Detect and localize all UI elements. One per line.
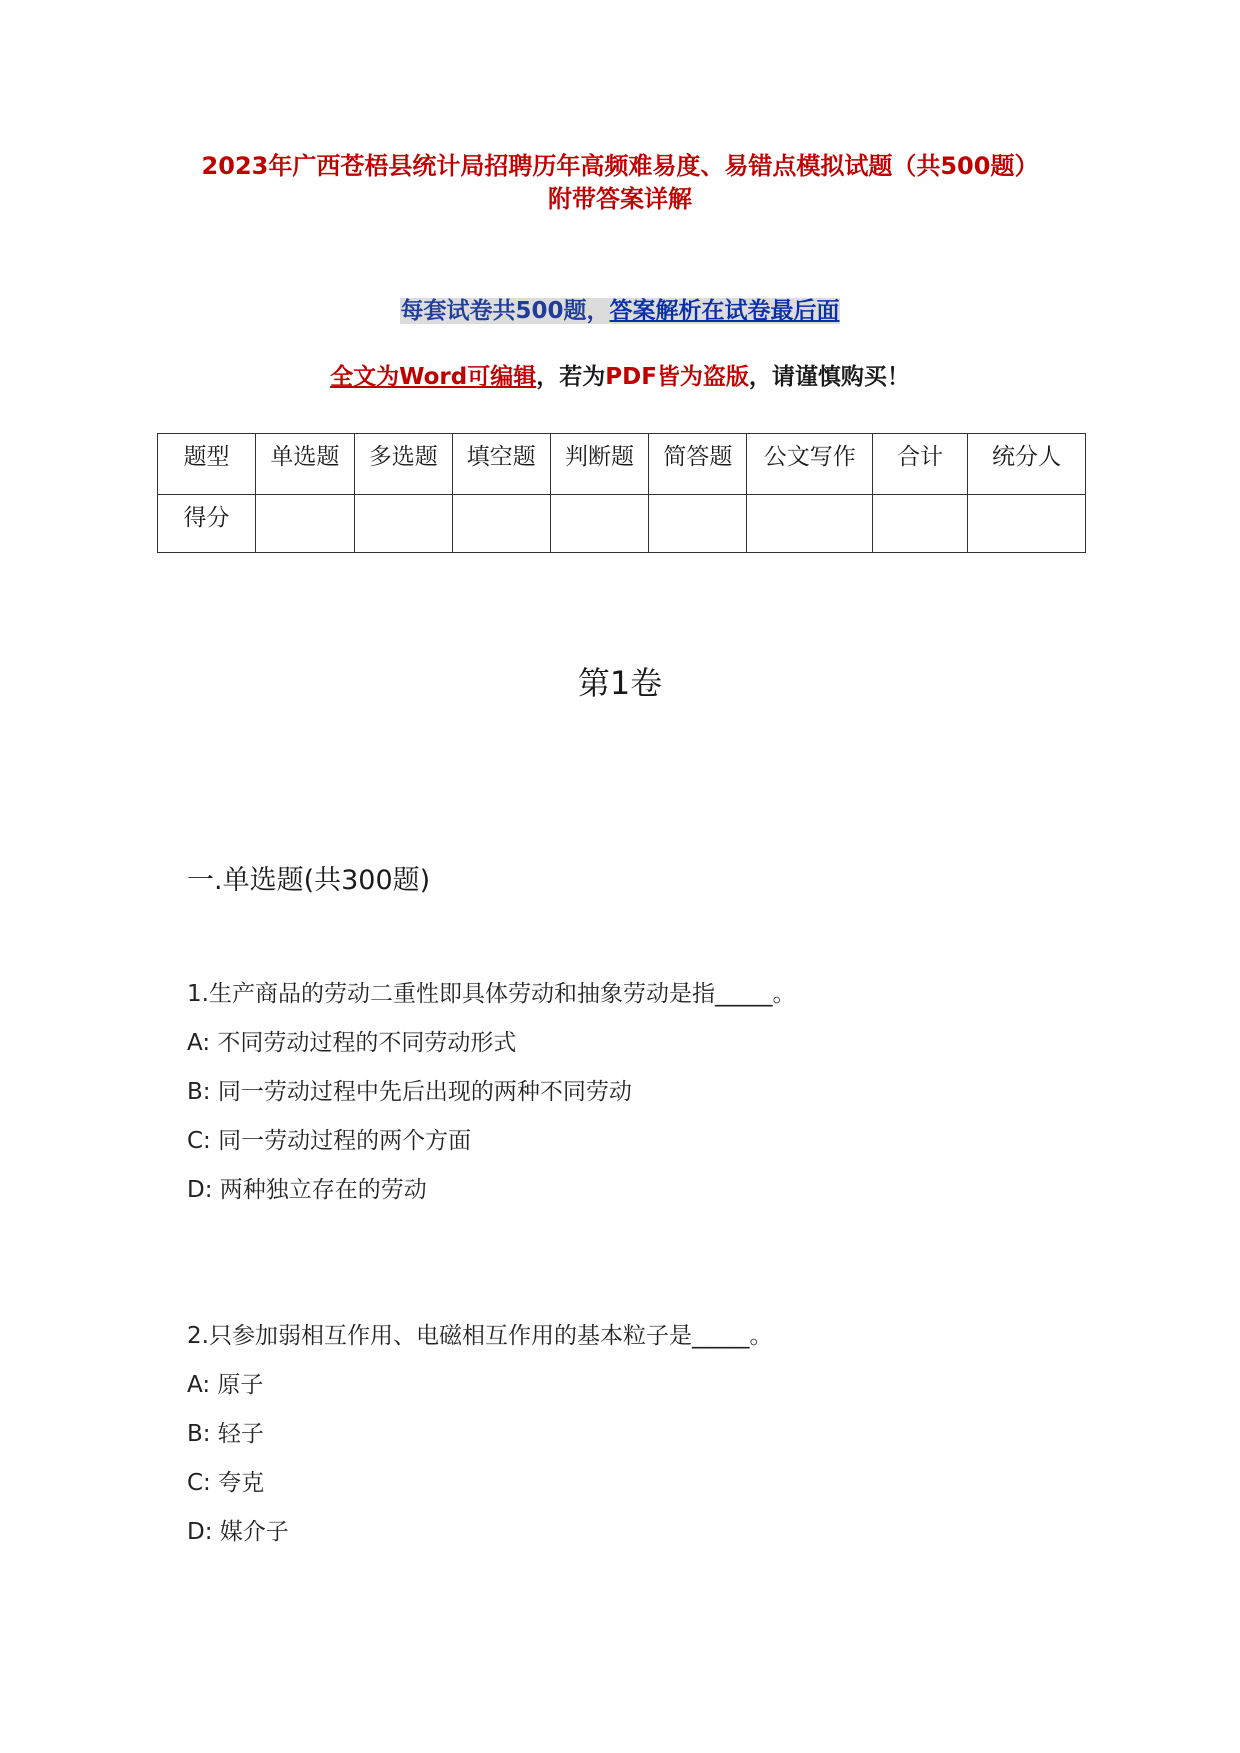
title-line-2: 附带答案详解 bbox=[548, 185, 692, 213]
score-cell[interactable] bbox=[452, 495, 550, 553]
option-d: D: 媒介子 bbox=[187, 1519, 289, 1545]
header-cell: 单选题 bbox=[255, 434, 354, 495]
score-row-label: 得分 bbox=[158, 495, 256, 553]
score-table bbox=[157, 433, 1086, 553]
score-cell[interactable] bbox=[354, 495, 452, 553]
word-editable-text: 全文为Word可编辑 bbox=[330, 364, 537, 390]
header-cell: 判断题 bbox=[550, 434, 649, 495]
score-cell[interactable] bbox=[747, 495, 873, 553]
score-table-header-row bbox=[158, 434, 1086, 495]
option-d: D: 两种独立存在的劳动 bbox=[187, 1177, 427, 1203]
header-cell: 合计 bbox=[873, 434, 968, 495]
notice-caution: ，请谨慎购买！ bbox=[748, 364, 910, 390]
question-stem: 2.只参加弱相互作用、电磁相互作用的基本粒子是_____。 bbox=[187, 1323, 773, 1349]
notice-connector: ，若为 bbox=[536, 364, 606, 390]
header-cell: 简答题 bbox=[649, 434, 747, 495]
option-b: B: 同一劳动过程中先后出现的两种不同劳动 bbox=[187, 1079, 632, 1105]
option-a: A: 原子 bbox=[187, 1372, 264, 1398]
score-cell[interactable] bbox=[649, 495, 747, 553]
header-cell: 题型 bbox=[158, 434, 256, 495]
score-cell[interactable] bbox=[550, 495, 649, 553]
option-b: B: 轻子 bbox=[187, 1421, 264, 1447]
pdf-piracy-text: PDF皆为盗版 bbox=[605, 364, 749, 390]
section-heading: 一.单选题(共300题) bbox=[187, 865, 431, 896]
volume-heading: 第1卷 bbox=[577, 664, 663, 702]
title-line-1: 2023年广西苍梧县统计局招聘历年高频难易度、易错点模拟试题（共500题） bbox=[201, 152, 1039, 180]
notice-answer-location bbox=[0, 292, 1240, 325]
header-cell: 统分人 bbox=[968, 434, 1086, 495]
option-c: C: 同一劳动过程的两个方面 bbox=[187, 1128, 472, 1154]
header-cell: 多选题 bbox=[354, 434, 452, 495]
question-block bbox=[187, 1312, 772, 1557]
option-a: A: 不同劳动过程的不同劳动形式 bbox=[187, 1030, 517, 1056]
notice-piracy-warning bbox=[0, 358, 1240, 391]
score-cell[interactable] bbox=[873, 495, 968, 553]
notice-count-text: 每套试卷共500题， bbox=[400, 298, 610, 324]
document-title bbox=[120, 150, 1120, 216]
answers-link[interactable]: 答案解析在试卷最后面 bbox=[609, 298, 840, 324]
question-block bbox=[187, 970, 795, 1215]
question-stem: 1.生产商品的劳动二重性即具体劳动和抽象劳动是指_____。 bbox=[187, 981, 796, 1007]
score-cell[interactable] bbox=[255, 495, 354, 553]
header-cell: 填空题 bbox=[452, 434, 550, 495]
option-c: C: 夸克 bbox=[187, 1470, 265, 1496]
score-table-score-row bbox=[158, 495, 1086, 553]
score-cell[interactable] bbox=[968, 495, 1086, 553]
header-cell: 公文写作 bbox=[747, 434, 873, 495]
